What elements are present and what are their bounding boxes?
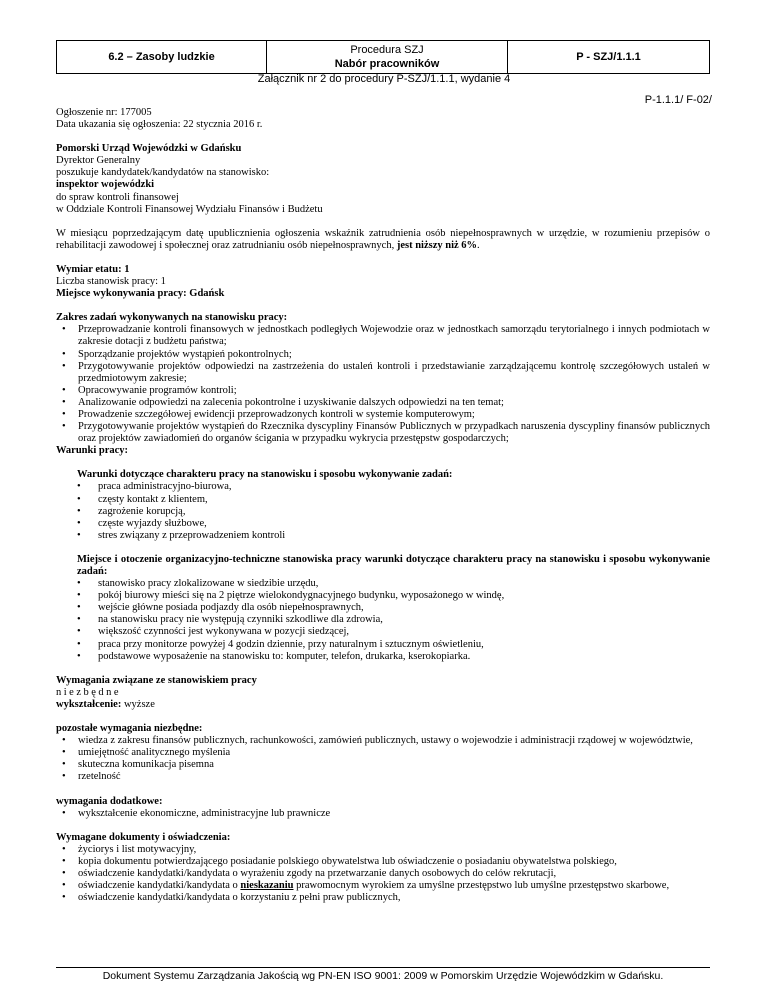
additional-requirements-list (56, 808, 710, 820)
list-item: • Przeprowadzanie kontroli finansowych w jednostkach podległych Wojewodzie oraz w jednostkach samorządu terytorialnego i innych podmiotach w zakresie dotacji z budżetu państwa; (56, 324, 710, 348)
tasks-title: Zakres zadań wykonywanych na stanowisku pracy: (56, 312, 288, 324)
header-attachment: Załącznik nr 2 do procedury P-SZJ/1.1.1, wydanie 4 (257, 73, 511, 85)
list-item: • rzetelność (56, 771, 710, 783)
list-item: • oświadczenie kandydatki/kandydata o wyrażeniu zgody na przetwarzanie danych osobowych do celów rekrutacji, (56, 868, 710, 880)
education-label: wykształcenie: (56, 698, 122, 710)
position-area: do spraw kontroli finansowej (56, 191, 179, 203)
list-item: • częsty kontakt z klientem, (77, 494, 710, 506)
position-title: inspektor wojewódzki (56, 179, 155, 191)
requirements-title: Wymagania związane ze stanowiskiem pracy (56, 674, 257, 686)
list-item: • stanowisko pracy zlokalizowane w siedzibie urzędu, (77, 578, 710, 590)
list-item: • życiorys i list motywacyjny, (56, 844, 710, 856)
list-item: • większość czynności jest wykonywana w pozycji siedzącej, (77, 626, 710, 638)
list-item: • stres związany z przeprowadzeniem kontroli (77, 530, 710, 542)
list-item: • praca administracyjno-biurowa, (77, 481, 710, 493)
requirements-education (56, 699, 710, 711)
disability-note-text: W miesiącu poprzedzającym datę upublicznienia ogłoszenia wskaźnik zatrudnienia osób niepełnosprawnych w urzędzie, w rozumieniu przepisów o rehabilitacji zawodowej i społecznej oraz zatrudnianiu osób niepełnosprawnych, (56, 227, 710, 251)
other-requirements-title: pozostałe wymagania niezbędne: (56, 723, 203, 735)
header-procedure-name: Nabór pracowników (334, 58, 440, 70)
conviction-pre: oświadczenie kandydatki/kandydata o (78, 880, 241, 892)
list-item: • kopia dokumentu potwierdzającego posiadanie polskiego obywatelstwa lub oświadczenie o posiadaniu obywatelstwa polskiego, (56, 856, 710, 868)
list-item: • zagrożenie korupcją, (77, 506, 710, 518)
conviction-post: prawomocnym wyrokiem za umyślne przestępstwo lub umyślne przestępstwo skarbowe, (293, 880, 670, 892)
list-item: • praca przy monitorze powyżej 4 godzin dziennie, przy naturalnym i sztucznym oświetleniu, (77, 639, 710, 651)
list-item: • umiejętność analitycznego myślenia (56, 747, 710, 759)
documents-list (56, 844, 710, 904)
header-procedure (267, 41, 508, 74)
header-procedure-label: Procedura SZJ (350, 44, 424, 56)
list-item: • wejście główne posiada podjazdy dla osób niepełnosprawnych, (77, 602, 710, 614)
list-item: • na stanowisku pracy nie występują czynniki szkodliwe dla zdrowia, (77, 614, 710, 626)
employer-name: Pomorski Urząd Wojewódzki w Gdańsku (56, 143, 242, 155)
list-item: • oświadczenie kandydatki/kandydata o korzystaniu z pełni praw publicznych, (56, 892, 710, 904)
list-item: • Opracowywanie programów kontroli; (56, 385, 710, 397)
employer-seeks: poszukuje kandydatek/kandydatów na stanowisko: (56, 167, 270, 179)
disability-note-end: . (477, 239, 480, 251)
environment-list (77, 578, 710, 663)
list-item: • Sporządzanie projektów wystąpień pokontrolnych; (56, 349, 710, 361)
additional-requirements-title: wymagania dodatkowe: (56, 795, 163, 807)
education-value: wyższe (121, 698, 155, 710)
documents-title: Wymagane dokumenty i oświadczenia: (56, 831, 231, 843)
header-section: 6.2 – Zasoby ludzkie (57, 41, 267, 74)
list-item: • skuteczna komunikacja pisemna (56, 759, 710, 771)
job-fte: Wymiar etatu: 1 (56, 263, 130, 275)
job-location: Miejsce wykonywania pracy: Gdańsk (56, 288, 225, 300)
list-item: • podstawowe wyposażenie na stanowisku to: komputer, telefon, drukarka, kserokopiarka. (77, 651, 710, 663)
list-item: • Przygotowywanie projektów wystąpień do Rzecznika dyscypliny Finansów Publicznych w przypadkach naruszenia dyscypliny finansów publicznych oraz projektów zawiadomień do organów ścigania w przypadku wykrycia przestępstw gospodarczych; (56, 421, 710, 445)
disability-note-bold: jest niższy niż 6% (396, 239, 478, 251)
conditions-character (56, 469, 710, 662)
job-positions: Liczba stanowisk pracy: 1 (56, 276, 166, 288)
header-code: P - SZJ/1.1.1 (508, 41, 710, 74)
character-list (77, 481, 710, 541)
disability-note (56, 228, 710, 252)
employer-director: Dyrektor Generalny (56, 155, 141, 167)
conditions-title: Warunki pracy: (56, 445, 129, 457)
document-content (56, 107, 710, 904)
list-item: • Analizowanie odpowiedzi na zalecenia pokontrolne i uzyskiwanie dalszych odpowiedzi na ten temat; (56, 397, 710, 409)
form-number: P-1.1.1/ F-02/ (644, 94, 712, 106)
ad-date: Data ukazania się ogłoszenia: 22 stycznia 2016 r. (56, 119, 263, 131)
list-item: • Przygotowywanie projektów odpowiedzi na zastrzeżenia do ustaleń kontroli i przedstawianie zarządzającemu kontrolę szczegółowych ustaleń w przedmiotowym zakresie; (56, 361, 710, 385)
list-item: • pokój biurowy mieści się na 2 piętrze wielokondygnacyjnego budynku, wyposażonego w windę, (77, 590, 710, 602)
list-item: • wykształcenie ekonomiczne, administracyjne lub prawnicze (56, 808, 710, 820)
other-requirements-list (56, 735, 710, 783)
list-item (56, 880, 710, 892)
character-title: Warunki dotyczące charakteru pracy na stanowisku i sposobu wykonywanie zadań: (77, 469, 453, 481)
requirements-essential: niezbędne (56, 686, 122, 698)
ad-number: Ogłoszenie nr: 177005 (56, 107, 152, 118)
page-footer: Dokument Systemu Zarządzania Jakością wg PN-EN ISO 9001: 2009 w Pomorskim Urzędzie Wojewódzkim w Gdańsku. (56, 967, 710, 982)
position-department: w Oddziale Kontroli Finansowej Wydziału Finansów i Budżetu (56, 203, 323, 215)
list-item: • Prowadzenie szczegółowej ewidencji przeprowadzonych kontroli w systemie komputerowym; (56, 409, 710, 421)
conviction-underlined: nieskazaniu (240, 880, 294, 892)
tasks-list (56, 324, 710, 445)
header-table (56, 40, 710, 74)
list-item: • częste wyjazdy służbowe, (77, 518, 710, 530)
list-item: • wiedza z zakresu finansów publicznych, rachunkowości, zamówień publicznych, ustawy o wojewodzie i administracji rządowej w województwie, (56, 735, 710, 747)
environment-title: Miejsce i otoczenie organizacyjno-techniczne stanowiska pracy warunki dotyczące charakteru pracy na stanowisku i sposobu wykonywanie zadań: (77, 553, 710, 577)
